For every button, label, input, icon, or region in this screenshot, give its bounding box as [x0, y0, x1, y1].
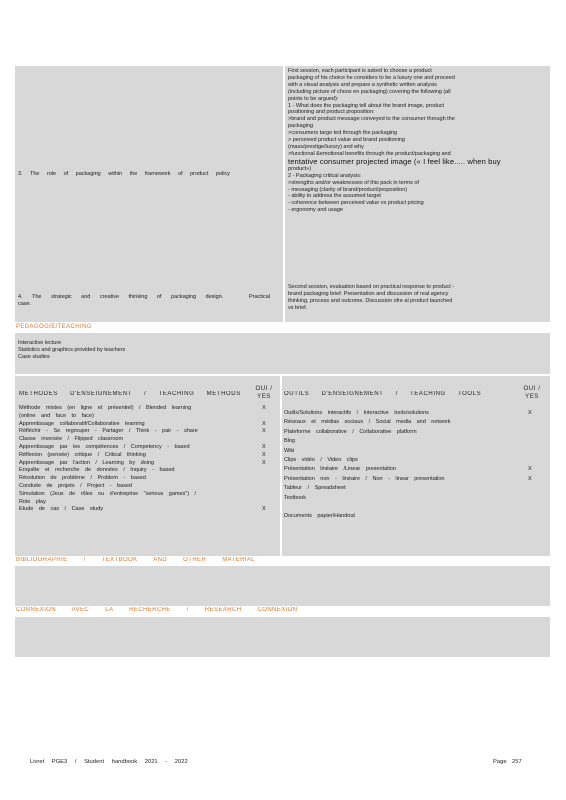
tool-row	[284, 429, 546, 438]
pedagogie-item: Interactive lecture	[18, 340, 62, 346]
objective-4-label: 4. The strategic and creative thinking of packaging design.	[18, 294, 224, 300]
activities-line: packaging of his choice he considers to be a luxury one and proceed	[288, 74, 455, 81]
methods-yes-header-1: OUI /	[255, 386, 273, 392]
activities-line: - messaging (clarity of brand/product/proposition)	[288, 186, 408, 193]
method-row	[19, 506, 277, 514]
objectives-left-cell	[15, 66, 283, 322]
activities-line: >consumers targe ted through the packaging	[288, 130, 398, 137]
method-row-yes-mark: X	[262, 428, 266, 435]
method-row	[19, 499, 277, 507]
tool-row	[284, 438, 546, 447]
research-connexion-title: CONNEXION AVEC LA RECHERCHE / RESEARCH CONNEXION	[16, 607, 298, 613]
activities-line: points to be argued):	[288, 95, 339, 102]
tool-row-label: Réseaux et médias sociaux / Social media and network	[284, 419, 451, 426]
objective-3-label: 3. The role of packaging within the framework of product policy	[18, 171, 230, 177]
activities-line: >functional &emotional benefits through the product/packaging and	[288, 150, 451, 157]
tool-row	[284, 504, 546, 513]
tool-row-label: Plateforme collaborative / Collaborative platform	[284, 428, 417, 435]
tool-row-label: Outils/Solutions interactifs / Interactive tools/solutions	[284, 410, 429, 416]
tool-row	[284, 485, 546, 494]
tool-row-label: Présentation non - linéaire / Non - linear presentation	[284, 475, 445, 482]
tool-row	[284, 419, 546, 428]
tool-row	[284, 495, 546, 504]
activities-line: positioning and product proposition:	[288, 109, 375, 116]
footer-page-label: Page	[493, 759, 507, 765]
method-row-yes-mark: X	[262, 459, 266, 466]
activities-line: - ergonomy and usage	[288, 207, 343, 214]
methods-yes-header	[253, 385, 275, 401]
method-row	[19, 491, 277, 499]
tools-table	[284, 410, 546, 523]
tool-row-yes-mark: X	[528, 466, 532, 473]
tool-row	[284, 513, 546, 522]
method-row	[19, 421, 277, 429]
pedagogie-item: Statistics and graphics provided by teachers	[18, 346, 126, 353]
method-row-label: Enquête et recherche de données / Inquiry - based	[19, 467, 175, 474]
method-row	[19, 483, 277, 491]
tool-row-label: Présentation linéaire /Linear presentation	[284, 466, 396, 473]
activities-line: (including picture of choos en packaging) covering the following (all	[288, 88, 451, 95]
method-row-label: Apprentissage collaboratif/Collaborative learning	[19, 420, 145, 427]
methods-header: METHODES D'ENSEIGNEMENT / TEACHING METHODS	[19, 391, 241, 397]
pedagogie-title: PEDAGOGIE/TEACHING	[16, 324, 92, 330]
method-row-label: (online and face to face)	[19, 412, 94, 419]
objective-4-label-line2: case.	[18, 301, 32, 307]
method-row-label: Réflexion (pensée) critique / Critical thinking	[19, 451, 146, 458]
method-row-label: Classe inversée / Flipped classroom	[19, 436, 124, 443]
method-row-yes-mark: X	[262, 405, 266, 411]
method-row-label: Conduite de projets / Project - based	[19, 482, 132, 489]
method-row-label: Méthode mixtes (en ligne et présentiel) / Blended learning	[19, 405, 192, 411]
session-2-text	[288, 284, 550, 312]
method-row-label: Apprentissage par l'action / Learning by doing	[19, 459, 155, 466]
footer-page-number: 257	[512, 759, 522, 765]
method-row-yes-mark: X	[262, 451, 266, 458]
method-row-yes-mark: X	[262, 420, 266, 427]
method-row-label: Simulation (Jeux de rôles ou d'entreprise "serious games") /	[19, 490, 197, 497]
activities-line: First session, each participant is asked to choose a product	[288, 68, 432, 74]
activities-line: product»)	[288, 165, 312, 172]
tool-row	[284, 476, 546, 485]
tool-row-label: Documents papier/Handout	[284, 513, 355, 520]
method-row-label: Role play	[19, 498, 46, 505]
method-row-label: Résolution de problème / Problem - based	[19, 475, 146, 482]
activities-line: >brand and product message conveyed to the consumer through the	[288, 116, 455, 123]
method-row	[19, 436, 277, 444]
tools-header: OUTILS D'ENSEIGNEMENT / TEACHING TOOLS	[284, 391, 482, 397]
activities-line: 1 - What does the packaging tell about the brand image, product	[288, 102, 445, 109]
tool-row-label: Textbook	[284, 494, 306, 501]
method-row-label: Etude de cas / Case study	[19, 506, 104, 513]
method-row-yes-mark: X	[262, 443, 266, 450]
activities-highlight-line: tentative consumer projected image (« I feel like..... when buy	[288, 157, 501, 166]
pedagogie-items	[18, 340, 125, 361]
method-row	[19, 444, 277, 452]
method-row	[19, 460, 277, 468]
tool-row-yes-mark: X	[528, 410, 532, 416]
tool-row	[284, 448, 546, 457]
activities-line: with a visual analysis and prepare a synthetic written analysis	[288, 81, 437, 88]
bibliography-title: BIBLIOGRAPHIE / TEXTBOOK AND OTHER MATERIAL	[16, 557, 256, 563]
method-row	[19, 467, 277, 475]
footer-left: Livret PGE3 / Student handbook 2021 - 2022	[30, 759, 188, 765]
objective-4-label-right: Practical	[249, 294, 270, 300]
session-2-line: Second session, evaluation based on practical response to product -	[288, 284, 455, 290]
tool-row-label: Clips vidéo / Video clips	[284, 456, 358, 463]
tool-row-label: Wiki	[284, 447, 295, 454]
tools-yes-header-2: YES	[525, 394, 539, 400]
method-row	[19, 475, 277, 483]
method-row	[19, 428, 277, 436]
tool-row	[284, 457, 546, 466]
tool-row-label: Tableur / Spreadsheet	[284, 485, 346, 492]
session-2-line: thinking, process and outcome. Discussion ofre al product launched	[288, 297, 453, 304]
activities-line: 2 - Packaging critical analysis:	[288, 172, 362, 179]
bibliography-box	[15, 566, 550, 606]
method-row	[19, 405, 277, 413]
activities-line: >strengths and/or weaknesses of this pack in terms of	[288, 179, 419, 186]
activities-line: - ability to address the assumed target	[288, 193, 381, 200]
research-connexion-box	[15, 617, 550, 657]
tool-row	[284, 410, 546, 419]
tools-yes-header-1: OUI /	[523, 386, 541, 392]
session-2-line: brand packaging brief. Presentation and discussion of real agency	[288, 290, 449, 297]
methods-table	[19, 405, 277, 514]
session-2-line: vs brief.	[288, 304, 308, 311]
method-row	[19, 452, 277, 460]
activities-text	[288, 68, 550, 214]
method-row-label: Apprentissage par les compétences / Competency - based	[19, 443, 190, 450]
tool-row-label: Blog	[284, 438, 295, 445]
method-row-yes-mark: X	[262, 506, 266, 513]
tools-yes-header	[520, 385, 544, 401]
tool-row-yes-mark: X	[528, 475, 532, 482]
method-row-label: Réfléchir - Se regrouper - Partager / Think - pair - share	[19, 428, 198, 435]
methods-yes-header-2: YES	[257, 394, 271, 400]
tool-row	[284, 466, 546, 475]
activities-line: (mass/prestige/luxury) and why	[288, 143, 364, 150]
activities-line: - coherence between perceived value vs product pricing	[288, 200, 424, 207]
method-row	[19, 413, 277, 421]
activities-line: > perceived product value and brand positioning	[288, 137, 405, 144]
activities-line: packaging	[288, 123, 314, 130]
pedagogie-item: Case studies	[18, 353, 50, 360]
